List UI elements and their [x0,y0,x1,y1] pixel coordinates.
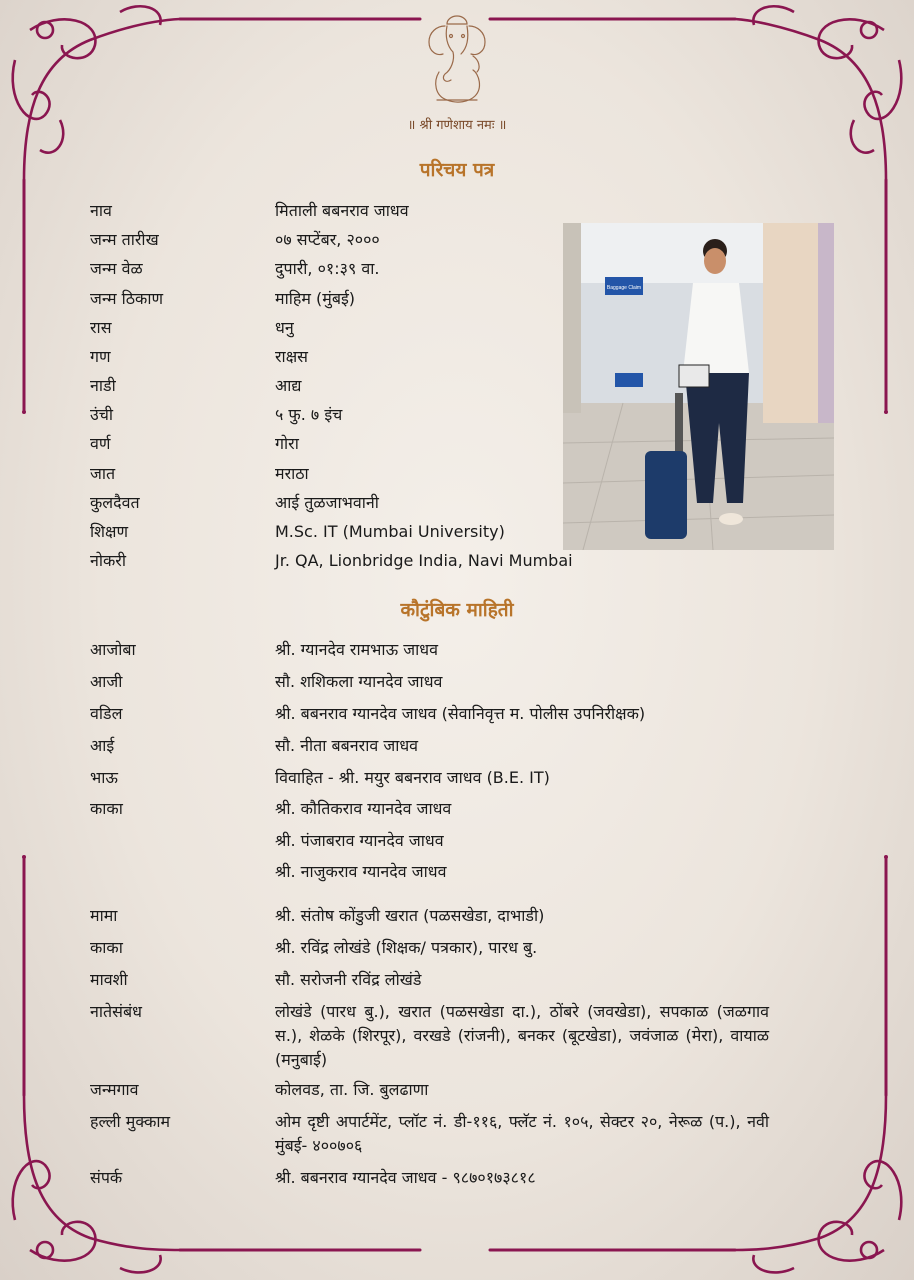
detail-label: नाडी [90,376,116,395]
family-value: श्री. ग्यानदेव रामभाऊ जाधव [275,640,438,659]
detail-label: नाव [90,201,112,220]
detail-label: जन्म वेळ [90,259,143,278]
detail-label: रास [90,318,112,337]
family-value: सौ. शशिकला ग्यानदेव जाधव [275,672,443,691]
detail-label: शिक्षण [90,522,129,541]
family-label: आजोबा [90,640,136,659]
family-value: विवाहित - श्री. मयुर बबनराव जाधव (B.E. IT) [275,768,550,787]
intro-section-title: परिचय पत्र [419,159,495,181]
family-value: श्री. बबनराव ग्यानदेव जाधव - ९८७०१७३८१८ [275,1168,536,1187]
family-value: कोलवड, ता. जि. बुलढाणा [275,1080,429,1099]
detail-value: मिताली बबनराव जाधव [275,201,409,220]
family-label: मामा [90,906,118,925]
photo-sign-text: Baggage Claim [606,285,642,291]
family-label: काका [90,799,123,818]
detail-value: आई तुळजाभवानी [275,493,379,512]
family-value: सौ. नीता बबनराव जाधव [275,736,419,755]
detail-value: राक्षस [275,347,308,366]
detail-value: दुपारी, ०१:३९ वा. [275,259,380,278]
family-label: नातेसंबंध [90,1002,142,1021]
detail-label: कुलदैवत [90,493,140,512]
detail-value: ५ फु. ७ इंच [275,405,343,424]
family-label: संपर्क [90,1168,123,1187]
family-label: जन्मगाव [90,1080,139,1099]
detail-value: मराठा [275,464,309,483]
detail-label: जन्म तारीख [90,230,159,249]
family-label: काका [90,938,123,957]
family-section-title: कौटुंबिक माहिती [400,599,514,621]
family-value: श्री. रविंद्र लोखंडे (शिक्षक/ पत्रकार), पारध बु. [275,938,538,957]
detail-value: आद्य [275,376,302,395]
detail-value: गोरा [275,434,299,453]
family-label: आजी [90,672,123,691]
detail-label: जन्म ठिकाण [90,289,164,308]
family-value: श्री. कौतिकराव ग्यानदेव जाधव [275,799,452,818]
family-label: हल्ली मुक्काम [90,1112,171,1131]
family-label: वडिल [90,704,123,723]
detail-label: नोकरी [90,551,127,570]
detail-label: वर्ण [90,434,111,453]
profile-photo [563,223,834,550]
family-value: श्री. संतोष कोंडुजी खरात (पळसखेडा, दाभाडी) [275,906,545,925]
family-value: श्री. नाजुकराव ग्यानदेव जाधव [275,862,447,881]
family-value: सौ. सरोजनी रविंद्र लोखंडे [275,970,422,989]
family-value: श्री. पंजाबराव ग्यानदेव जाधव [275,831,444,850]
detail-label: जात [90,464,116,483]
mantra-heading: ॥ श्री गणेशाय नमः ॥ [407,118,507,133]
ganesh-icon [417,12,497,108]
family-label: भाऊ [90,768,118,787]
family-value: ओम दृष्टी अपार्टमेंट, प्लॉट नं. डी-११६, फ्लॅट नं. १०५, सेक्टर २०, नेरूळ (प.), नवी मुंबई- ४००७०६ [275,1112,769,1155]
detail-value: ०७ सप्टेंबर, २००० [275,230,380,249]
detail-label: उंची [90,405,114,424]
detail-label: गण [90,347,111,366]
family-value: लोखंडे (पारध बु.), खरात (पळसखेडा दा.), ठोंबरे (जवखेडा), सपकाळ (जळगाव स.), शेळके (शिरपूर), वरखडे (रांजनी), बनकर (बूटखेडा), जवंजाळ (मेरा), वायाळ (मनुबाई) [275,1002,769,1069]
detail-value: माहिम (मुंबई) [275,289,356,308]
family-label: मावशी [90,970,128,989]
detail-value: M.Sc. IT (Mumbai University) [275,522,505,541]
detail-value: धनु [275,318,294,337]
family-label: आई [90,736,115,755]
detail-value: Jr. QA, Lionbridge India, Navi Mumbai [275,551,573,570]
family-value: श्री. बबनराव ग्यानदेव जाधव (सेवानिवृत्त म. पोलीस उपनिरीक्षक) [275,704,646,723]
